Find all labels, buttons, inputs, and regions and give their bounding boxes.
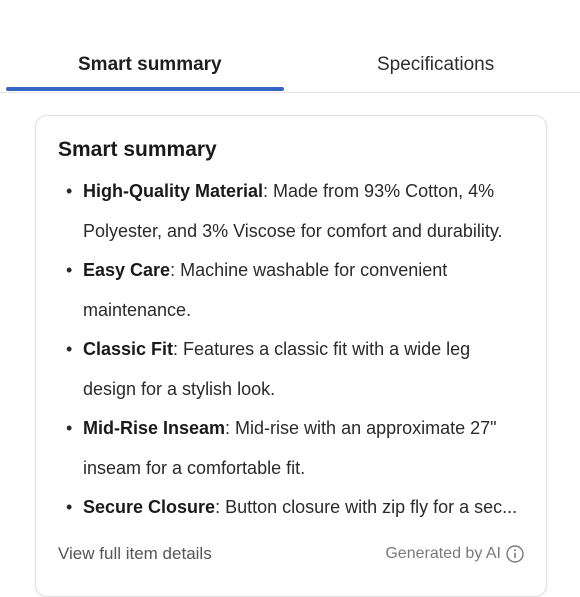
bullet-icon: • bbox=[66, 339, 73, 359]
bullet-icon: • bbox=[66, 497, 73, 517]
bullet-icon: • bbox=[66, 260, 73, 280]
bullet-term: Easy Care bbox=[83, 260, 171, 280]
bullet-text: : Mid-rise with an approximate 27" inseam for a comfortable fit. bbox=[83, 418, 497, 478]
list-item bbox=[58, 330, 528, 409]
summary-list bbox=[58, 172, 528, 528]
bullet-term: Mid-Rise Inseam bbox=[83, 418, 226, 438]
info-icon[interactable] bbox=[506, 545, 524, 563]
list-item bbox=[58, 409, 528, 488]
bullet-term: High-Quality Material bbox=[83, 181, 264, 201]
list-item bbox=[58, 251, 528, 330]
bullet-text: : Machine washable for convenient maintenance. bbox=[83, 260, 448, 320]
bullet-icon: • bbox=[66, 181, 73, 201]
generated-by-ai-note bbox=[385, 542, 524, 566]
list-item bbox=[58, 488, 528, 528]
list-item bbox=[58, 172, 528, 251]
bullet-icon: • bbox=[66, 418, 73, 438]
bullet-text: : Button closure with zip fly for a sec... bbox=[215, 497, 518, 517]
tab-bar bbox=[0, 0, 580, 93]
card-title: Smart summary bbox=[58, 138, 217, 161]
bullet-text: : Made from 93% Cotton, 4% Polyester, and 3% Viscose for comfort and durability. bbox=[83, 181, 503, 241]
smart-summary-card bbox=[35, 115, 547, 597]
bullet-term: Secure Closure bbox=[83, 497, 216, 517]
bullet-term: Classic Fit bbox=[83, 339, 174, 359]
ai-note-label: Generated by AI bbox=[385, 545, 501, 562]
view-full-details-link[interactable]: View full item details bbox=[58, 544, 212, 563]
bullet-text: : Features a classic fit with a wide leg design for a stylish look. bbox=[83, 339, 471, 399]
tab-specifications[interactable]: Specifications bbox=[377, 54, 495, 75]
tab-smart-summary[interactable]: Smart summary bbox=[78, 54, 222, 75]
active-tab-indicator bbox=[6, 87, 284, 91]
